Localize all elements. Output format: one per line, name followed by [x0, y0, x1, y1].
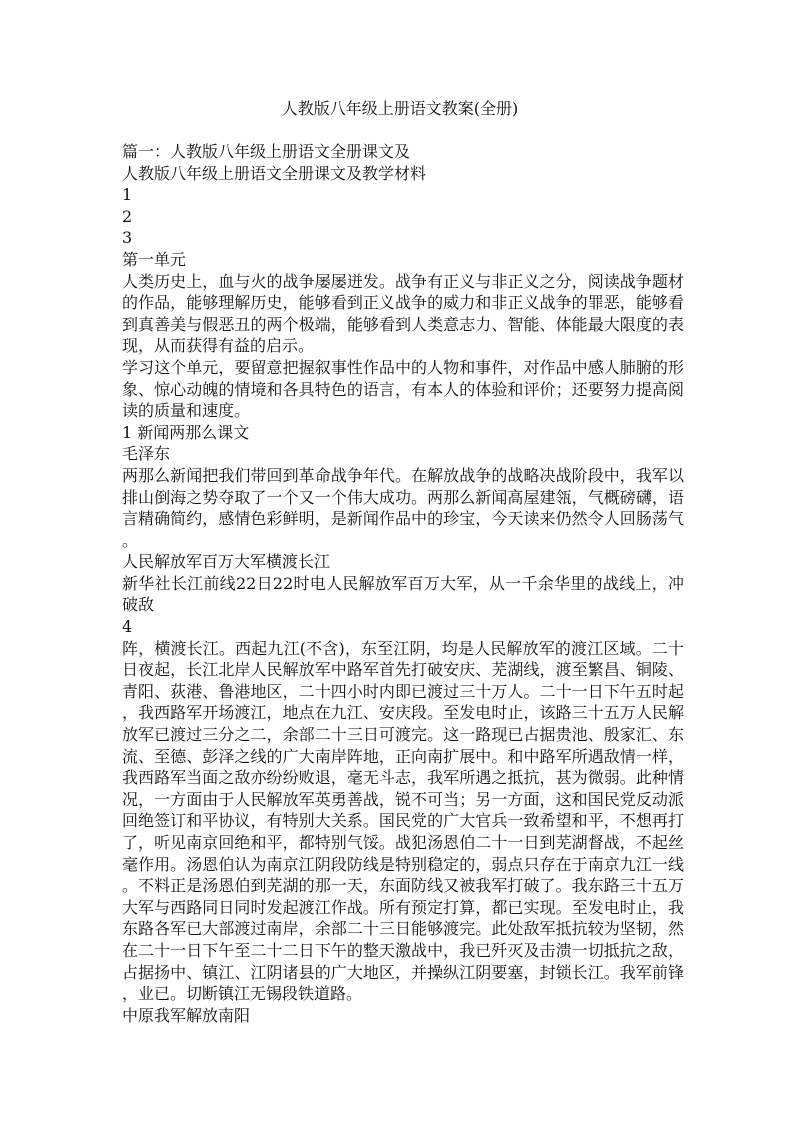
next-article-heading: 中原我军解放南阳 [122, 1005, 251, 1025]
document-title: 人教版八年级上册语文教案(全册) [281, 99, 519, 118]
lesson-intro-paragraph: 两那么新闻把我们带回到革命战争年代。在解放战争的战略决战阶段中，我军以排山倒海之势夺取了一个又一个伟大成功。两那么新闻高屋建瓴，气概磅礴，语言精确简约，感情色彩鲜明，是新闻作品中的珍宝，今天读来仍然令人回肠荡气。 [122, 465, 684, 550]
news-article-heading: 人民解放军百万大军横渡长江 [122, 552, 331, 572]
dispatch-paragraph: 新华社长江前线22日22时电人民解放军百万大军，从一千余华里的战线上，冲破敌 [122, 573, 684, 615]
author-name: 毛泽东 [122, 444, 171, 464]
page-number-2: 2 [122, 206, 133, 226]
page-number-4: 4 [122, 617, 133, 637]
unit-heading: 第一单元 [122, 249, 187, 269]
unit-intro-paragraph: 人类历史上，血与火的战争屡屡迸发。战争有正义与非正义之分，阅读战争题材的作品，能够理解历史，能够看到正义战争的威力和非正义战争的罪恶，能够看到真善美与假恶丑的两个极端，能够看到人类意志力、智能、体能最大限度的表现，从而获得有益的启示。 [122, 271, 684, 356]
main-text-paragraph: 阵，横渡长江。西起九江(不含)，东至江阴，均是人民解放军的渡江区域。二十日夜起，长江北岸人民解放军中路军首先打破安庆、芜湖线，渡至繁昌、铜陵、青阳、荻港、鲁港地区，二十四小时内即已渡过三十万人。二十一日下午五时起，我西路军开场渡江，地点在九江、安庆段。至发电时止，该路三十五万人民解放军已渡过三分之二，余部二十三日可渡完。这一路现已占据贵池、殷家汇、东流、至德、彭泽之线的广大南岸阵地，正向南扩展中。和中路军所遇敌情一样，我西路军当面之敌亦纷纷败退，毫无斗志，我军所遇之抵抗，甚为微弱。此种情况，一方面由于人民解放军英勇善战，锐不可当；另一方面，这和国民党反动派回绝签订和平协议，有特别大关系。国民党的广大官兵一致希望和平，不想再打了，听见南京回绝和平，都特别气馁。战犯汤恩伯二十一日到芜湖督战，不起丝毫作用。汤恩伯认为南京江阴段防线是特别稳定的，弱点只存在于南京九江一线。不料正是汤恩伯到芜湖的那一天，东面防线又被我军打破了。我东路三十五万大军与西路同日同时发起渡江作战。所有预定打算，都已实现。至发电时止，我东路各军已大部渡过南岸，余部二十三日能够渡完。此处敌军抵抗较为坚韧，然在二十一日下午至二十二日下午的整天激战中，我已歼灭及击溃一切抵抗之敌，占据扬中、镇江、江阴诸县的广大地区，并操纵江阴要塞，封锁长江。我军前锋，业已。切断镇江无锡段铁道路。 [122, 638, 684, 1004]
page-number-1: 1 [122, 185, 133, 205]
document-body [122, 141, 684, 1026]
document-subtitle: 人教版八年级上册语文全册课文及教学材料 [122, 163, 427, 183]
page-number-3: 3 [122, 228, 133, 248]
study-note-paragraph: 学习这个单元，要留意把握叙事性作品中的人物和事件，对作品中感人肺腑的形象、惊心动魄的情境和各具特色的语言，有本人的体验和评价；还要努力提高阅读的质量和速度。 [122, 357, 684, 421]
lesson-heading: 1 新闻两那么课文 [122, 422, 250, 442]
article-heading-one: 篇一：人教版八年级上册语文全册课文及 [122, 142, 411, 161]
